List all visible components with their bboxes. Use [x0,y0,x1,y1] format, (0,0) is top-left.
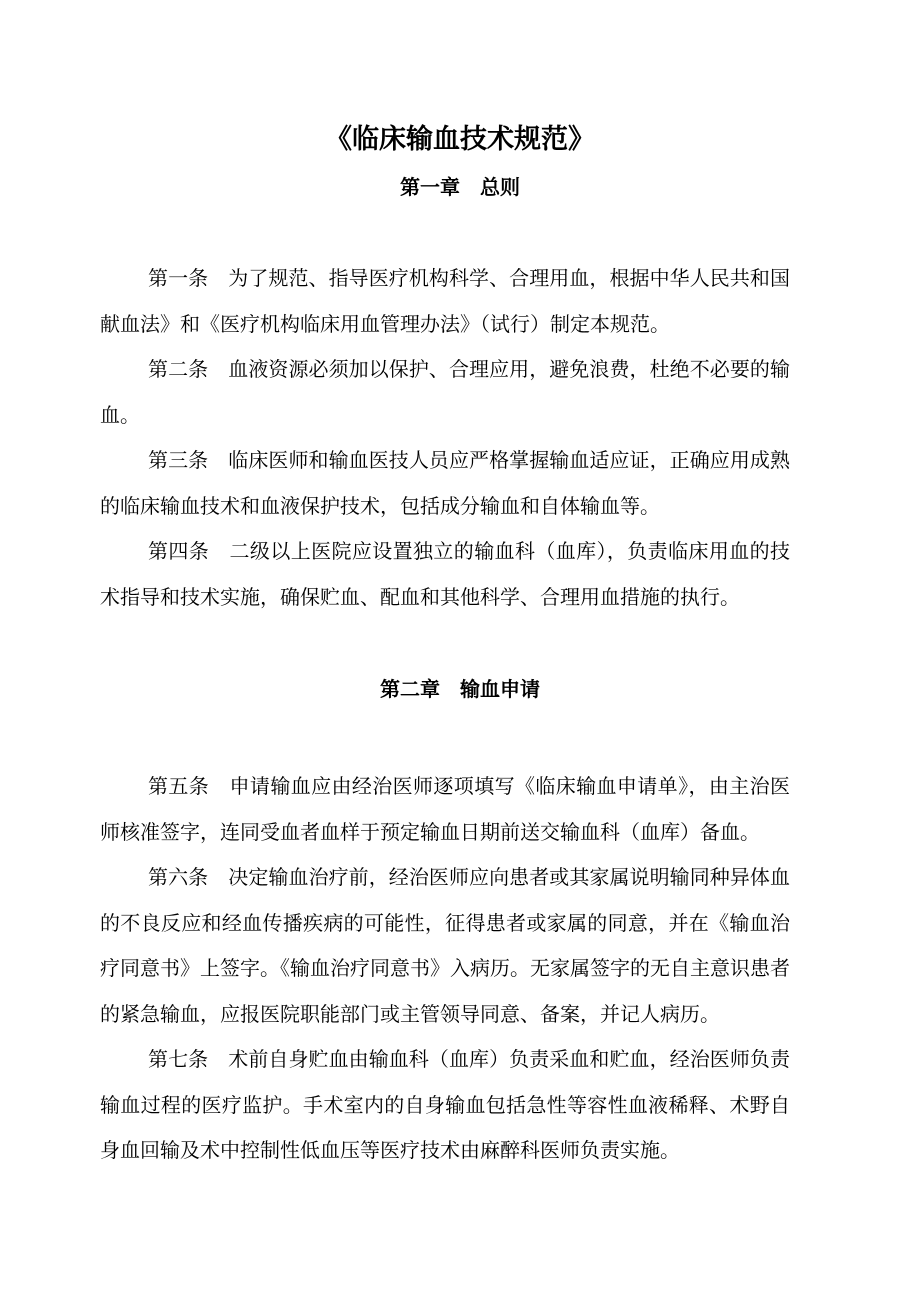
article-6: 第六条 决定输血治疗前，经治医师应向患者或其家属说明输同种异体血的不良反应和经血传播疾病的可能性，征得患者或家属的同意，并在《输血治疗同意书》上签字。《输血治疗同意书》入病历。无家属签字的无自主意识患者的紧急输血，应报医院职能部门或主管领导同意、备案，并记人病历。 [100,867,790,1026]
article-2: 第二条 血液资源必须加以保护、合理应用，避免浪费，杜绝不必要的输血。 [100,359,790,427]
chapter-1-heading: 第一章 总则 [400,177,520,199]
article-3: 第三条 临床医师和输血医技人员应严格掌握输血适应证，正确应用成熟的临床输血技术和血液保护技术，包括成分输血和自体输血等。 [100,450,790,518]
chapter-1-body [100,257,790,621]
article-1: 第一条 为了规范、指导医疗机构科学、合理用血，根据中华人民共和国献血法》和《医疗机构临床用血管理办法》（试行）制定本规范。 [100,268,790,336]
chapter-2-heading: 第二章 输血申请 [380,679,540,701]
chapter-2-body [100,765,790,1175]
article-7: 第七条 术前自身贮血由输血科（血库）负责采血和贮血，经治医师负责输血过程的医疗监护。手术室内的自身输血包括急性等容性血液稀释、术野自身血回输及术中控制性低血压等医疗技术由麻醉科医师负责实施。 [100,1049,790,1162]
article-4: 第四条 二级以上医院应设置独立的输血科（血库），负责临床用血的技术指导和技术实施，确保贮血、配血和其他科学、合理用血措施的执行。 [100,541,790,609]
document-title: 《临床输血技术规范》 [325,124,595,154]
article-5: 第五条 申请输血应由经治医师逐项填写《临床输血申请单》，由主治医师核准签字，连同受血者血样于预定输血日期前送交输血科（血库）备血。 [100,776,790,844]
